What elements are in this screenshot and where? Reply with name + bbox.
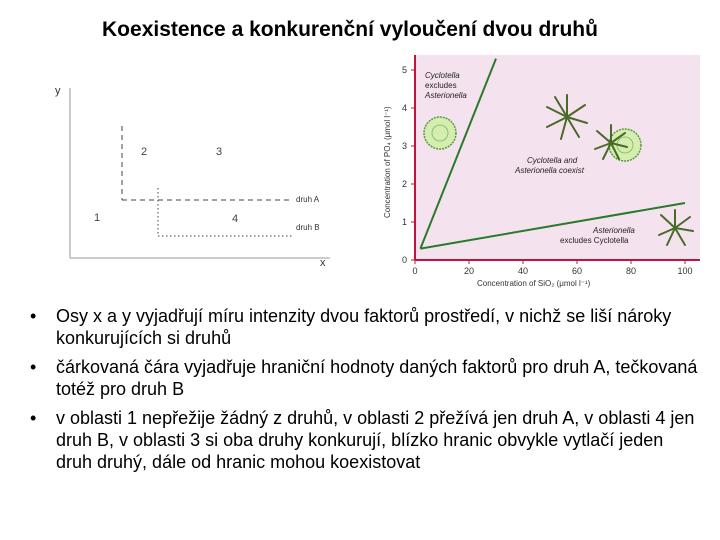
bullet-text: Osy x a y vyjadřují míru intenzity dvou faktorů prostředí, v nichž se liší nároky konkurujících si druhů	[56, 306, 672, 348]
x-tick-label: 100	[677, 266, 693, 276]
line-a-label: druh A	[296, 195, 320, 204]
region-label-cyclotella-excludes-3: Asterionella	[425, 91, 467, 100]
region-4-label: 4	[232, 213, 239, 225]
region-label-asterionella-excludes-2: excludes Cyclotella	[560, 236, 629, 245]
x-tick-label: 0	[412, 266, 418, 276]
bullet-dot: •	[30, 357, 37, 377]
region-label-coexist-1: Cyclotella and	[527, 156, 578, 165]
x-tick-label: 80	[625, 266, 637, 276]
x-tick-label: 20	[463, 266, 475, 276]
niche-diagram	[40, 78, 360, 278]
line-b-label: druh B	[296, 223, 320, 232]
page-title: Koexistence a konkurenční vyloučení dvou druhů	[102, 18, 598, 41]
x-tick-label: 40	[517, 266, 529, 276]
region-label-asterionella-excludes-1: Asterionella	[593, 226, 635, 235]
bullet-dot: •	[30, 306, 37, 326]
region-label-cyclotella-excludes-1: Cyclotella	[425, 71, 460, 80]
x-tick-label: 60	[571, 266, 583, 276]
y-axis-label: y	[55, 85, 61, 97]
chart-x-axis-label: Concentration of SiO₂ (μmol l⁻¹)	[477, 279, 591, 288]
bullet-text: v oblasti 1 nepřežije žádný z druhů, v oblasti 2 přežívá jen druh A, v oblasti 4 jen druh B, v oblasti 3 si oba druhy konkurují, blízko hranic obvykle vytlačí jeden druh druhý, dále od hranic mohou koexistovat	[56, 408, 695, 472]
chart-y-axis-label: Concentration of PO₄ (μmol l⁻¹)	[383, 106, 392, 218]
bullet-text: čárkovaná čára vyjadřuje hraniční hodnoty daných faktorů pro druh A, tečkovaná totéž pro druh B	[56, 357, 698, 399]
cyclotella-cell-icon	[424, 117, 456, 149]
bullet-item	[28, 407, 698, 473]
y-tick-label: 0	[401, 255, 407, 265]
bullet-item	[28, 305, 698, 349]
y-tick-label: 4	[401, 103, 407, 113]
region-3-label: 3	[216, 146, 223, 158]
y-tick-label: 2	[401, 179, 407, 189]
x-axis-label: x	[320, 257, 326, 269]
y-tick-label: 5	[401, 65, 407, 75]
region-label-coexist-2: Asterionella coexist	[515, 166, 584, 175]
diatom-chart	[375, 55, 705, 295]
region-label-cyclotella-excludes-2: excludes	[425, 81, 457, 90]
bullet-list	[28, 305, 698, 480]
bullet-dot: •	[30, 408, 37, 428]
y-tick-label: 3	[401, 141, 407, 151]
bullet-item	[28, 356, 698, 400]
region-2-label: 2	[141, 146, 148, 158]
region-1-label: 1	[94, 212, 101, 224]
y-tick-label: 1	[401, 217, 407, 227]
